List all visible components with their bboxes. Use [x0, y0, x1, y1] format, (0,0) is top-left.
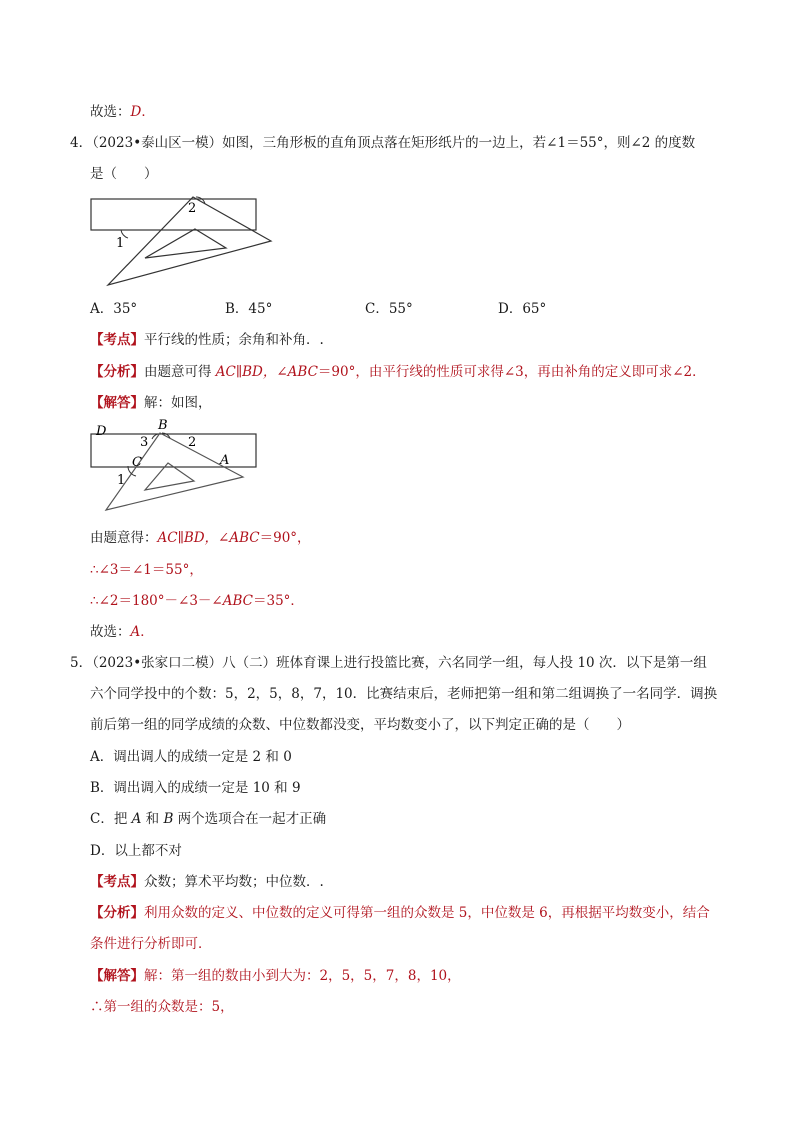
fenxi-post: ＝90°，由平行线的性质可求得∠3，再由补角的定义即可求∠2． [317, 364, 706, 380]
triangle-ruler-outer [106, 433, 243, 510]
q5-stem-line3: 前后第一组的同学成绩的众数、中位数都没变，平均数变小了，以下判定正确的是（ ） [90, 717, 630, 733]
answer-letter: D [130, 104, 142, 120]
step1-pre: 由题意得： [90, 530, 158, 546]
step1-math: AC∥BD，∠ABC [157, 530, 260, 546]
angle-1-label: 1 [116, 236, 125, 251]
q4-step1 [90, 529, 311, 547]
q4-step2: ∴∠3＝∠1＝55°， [90, 562, 203, 578]
q4-kaodian [90, 331, 324, 349]
q5-stem-line2: 六个同学投中的个数：5，2，5，8，7，10．比赛结束后，老师把第一组和第二组调换了一名同学．调换 [90, 686, 718, 702]
q4-figure-2 [88, 418, 288, 518]
kaodian-tag: 【考点】 [90, 332, 144, 348]
answer-prefix: 故选： [90, 624, 131, 640]
jieda-tag: 【解答】 [90, 395, 144, 411]
step3-post: ＝35°． [252, 593, 304, 609]
q4-figure-1 [88, 191, 288, 291]
q5-option-b: B．调出调入的成绩一定是 10 和 9 [90, 780, 301, 796]
q5-option-c [90, 810, 326, 828]
answer-dot: ． [141, 104, 155, 120]
fenxi-tag: 【分析】 [90, 905, 144, 921]
q4-jieda [90, 394, 212, 412]
q4-option-c: C．55° [365, 301, 413, 317]
angle-2-label: 2 [188, 435, 197, 450]
q5-fenxi-line2: 条件进行分析即可． [90, 936, 212, 952]
kaodian-text: 众数；算术平均数；中位数．. [144, 874, 324, 890]
step1-post: ＝90°， [259, 530, 311, 546]
q4-stem-line1 [70, 134, 695, 152]
prev-answer-line [90, 103, 155, 121]
fenxi-math: AC∥BD，∠ABC [215, 364, 318, 380]
step3-math: ABC [222, 593, 253, 609]
q4-option-d: D．65° [498, 301, 547, 317]
q5-fenxi-line1 [90, 904, 710, 922]
fenxi-text1: 利用众数的定义、中位数的定义可得第一组的众数是 5，中位数是 6，再根据平均数变小，结合 [144, 905, 710, 921]
jieda-tag: 【解答】 [90, 968, 144, 984]
q4-answer [90, 623, 154, 641]
point-d-label: D [96, 424, 107, 439]
q4-stem-text1: （2023•泰山区一模）如图，三角形板的直角顶点落在矩形纸片的一边上，若∠1＝55°，则∠2 的度数 [92, 135, 696, 151]
angle-3-label: 3 [140, 435, 149, 450]
q5-jieda [90, 967, 461, 985]
kaodian-tag: 【考点】 [90, 874, 144, 890]
opt-c-pre: C．把 [90, 811, 132, 827]
question-number: 4． [70, 135, 93, 151]
step3-pre: ∴∠2＝180°－∠3－∠ [90, 593, 223, 609]
q5-stem-text1: （2023•张家口二模）八（二）班体育课上进行投篮比赛，六名同学一组，每人投 10 次．以下是第一组 [92, 655, 707, 671]
angle-1-label: 1 [117, 473, 126, 488]
point-b-label: B [158, 418, 168, 433]
rectangle-paper [91, 434, 256, 467]
q4-option-b: B．45° [225, 301, 273, 317]
jieda-text: 解：第一组的数由小到大为：2，5，5，7，8，10， [144, 968, 461, 984]
opt-c-b: B [163, 811, 174, 827]
q4-fenxi [90, 363, 706, 381]
point-c-label: C [132, 455, 142, 470]
q5-last-line: ∴第一组的众数是：5， [90, 999, 234, 1015]
q5-option-a: A．调出调人的成绩一定是 2 和 0 [90, 749, 292, 765]
opt-c-a: A [131, 811, 142, 827]
rectangle-paper [91, 199, 256, 230]
opt-c-post: 两个选项合在一起才正确 [173, 811, 327, 827]
q5-option-d: D．以上都不对 [90, 843, 182, 859]
angle-2-label: 2 [188, 201, 197, 216]
point-a-label: A [220, 453, 230, 468]
q4-step3 [90, 592, 304, 610]
q5-kaodian [90, 873, 324, 891]
fenxi-pre: 由题意可得 [144, 364, 216, 380]
answer-letter: A [130, 624, 141, 640]
jieda-text: 解：如图， [144, 395, 212, 411]
kaodian-text: 平行线的性质；余角和补角．. [144, 332, 324, 348]
fenxi-tag: 【分析】 [90, 364, 144, 380]
answer-prefix: 故选： [90, 104, 131, 120]
question-number: 5． [70, 655, 93, 671]
q4-option-a: A．35° [90, 301, 138, 317]
q5-stem-line1 [70, 654, 707, 672]
answer-dot: ． [140, 624, 154, 640]
opt-c-mid: 和 [141, 811, 164, 827]
q4-stem-line2: 是（ ） [90, 166, 158, 182]
